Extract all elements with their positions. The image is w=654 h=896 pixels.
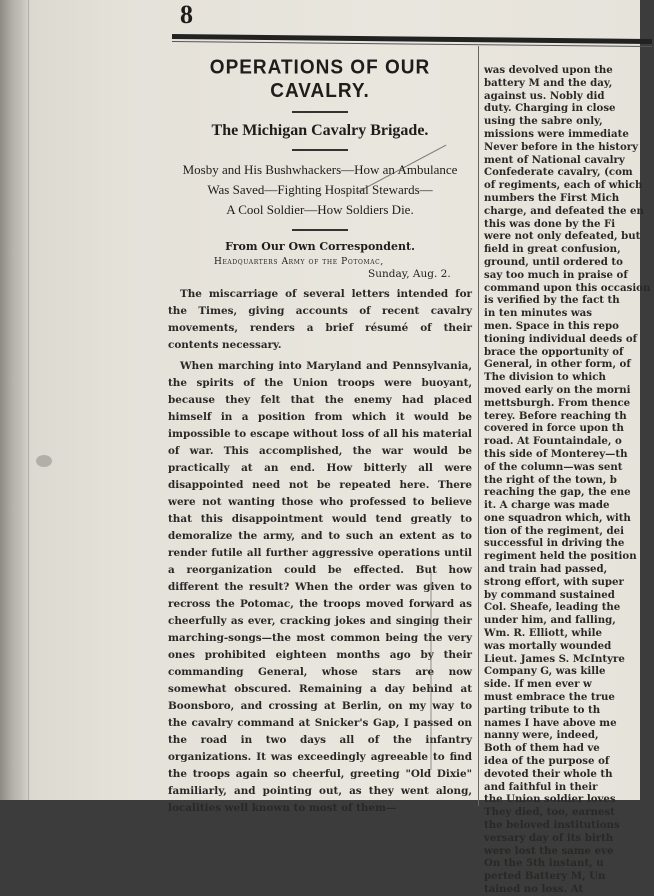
column-text-line: regiment held the position: [484, 550, 637, 563]
column-text-line: say too much in praise of: [484, 268, 628, 281]
column-text-line: this was done by the Fi: [484, 217, 616, 230]
column-text-line: reaching the gap, the ene: [484, 486, 631, 499]
article-column: [168, 52, 472, 817]
column-text-line: were not only defeated, but: [484, 230, 641, 243]
article-headline: OPERATIONS OF OUR CAVALRY.: [209, 56, 431, 103]
column-text-line: missions were immediate: [484, 127, 629, 140]
column-text-line: this side of Monterey—th: [484, 447, 628, 460]
column-text-line: and train had passed,: [484, 563, 608, 576]
deck-line: A Cool Soldier—How Soldiers Die.: [226, 202, 414, 217]
column-text-line: ground, until ordered to: [484, 255, 623, 268]
column-text-line: ment of National cavalry: [484, 153, 625, 166]
column-text-line: idea of the purpose of: [484, 755, 610, 768]
column-text-line: successful in driving the: [484, 537, 625, 550]
column-text-line: must embrace the true: [484, 691, 615, 704]
column-divider: [478, 46, 479, 806]
column-text-line: Never before in the history: [484, 140, 639, 153]
adjacent-column: [484, 64, 654, 896]
column-text-line: On the 5th instant, u: [484, 857, 604, 870]
deck-line: Was Saved—Fighting Hospital Stewards—: [207, 182, 433, 197]
column-text-line: using the sabre only,: [484, 115, 603, 128]
column-text-line: one squadron which, with: [484, 511, 631, 524]
column-text-line: road. At Fountaindale, o: [484, 435, 622, 448]
column-text-line: battery M and the day,: [484, 76, 613, 89]
column-text-line: General, in other form, of: [484, 358, 631, 371]
column-text-line: mettsburgh. From thence: [484, 396, 631, 409]
page-edge-shadow: [0, 0, 30, 800]
ink-smudge: [36, 455, 52, 467]
column-text-line: duty. Charging in close: [484, 102, 616, 115]
column-text-line: of the column—was sent: [484, 460, 623, 473]
headline-rule: [292, 111, 348, 113]
column-text-line: of regiments, each of which: [484, 179, 643, 192]
column-text-line: under him, and falling,: [484, 614, 616, 627]
column-text-line: versary day of its birth: [484, 831, 614, 844]
column-text-line: against us. Nobly did: [484, 89, 605, 102]
column-text-line: tained no loss. At: [484, 883, 584, 895]
column-text-line: charge, and defeated the en: [484, 204, 644, 217]
column-text-line: tion of the regiment, dei: [484, 524, 624, 537]
column-text-line: Col. Sheafe, leading the: [484, 601, 621, 614]
deck-line: Mosby and His Bushwhackers—How an Ambulance: [182, 162, 458, 177]
column-text-line: numbers the First Mich: [484, 191, 620, 204]
column-text-line: perted Battery M, Un: [484, 870, 606, 883]
dateline-date: Sunday, Aug. 2.: [368, 268, 451, 280]
column-text-line: They died, too, earnest: [484, 806, 615, 819]
column-text-line: in ten minutes was: [484, 307, 593, 320]
column-text-line: brace the opportunity of: [484, 345, 624, 358]
byline: From Our Own Correspondent.: [225, 240, 415, 253]
column-text-line: Both of them had ve: [484, 742, 600, 755]
article-deck: [168, 160, 472, 220]
column-text-line: Company G, was kille: [484, 665, 606, 678]
column-text-line: Confederate cavalry, (com: [484, 166, 633, 179]
column-text-line: and faithful in their: [484, 780, 598, 793]
column-text-line: parting tribute to th: [484, 703, 601, 716]
column-text-line: moved early on the morni: [484, 383, 631, 396]
dateline-location: Headquarters Army of the Potomac,: [214, 257, 384, 267]
column-text-line: strong effort, with super: [484, 575, 624, 588]
paper-fold-mark: [430, 570, 432, 770]
column-text-line: the beloved institutions: [484, 819, 620, 832]
page-number: 8: [180, 0, 193, 29]
column-text-line: were lost the same eve: [484, 844, 614, 857]
column-text-line: was devolved upon the: [484, 64, 613, 76]
column-text-line: Wm. R. Elliott, while: [484, 627, 602, 640]
column-text-line: nanny were, indeed,: [484, 729, 599, 742]
column-text-line: it. A charge was made: [484, 499, 610, 512]
column-text-line: The division to which: [484, 371, 606, 384]
column-text-line: the Union soldier loves: [484, 793, 616, 806]
column-text-line: covered in force upon th: [484, 422, 624, 435]
article-subhead: The Michigan Cavalry Brigade.: [211, 122, 429, 139]
subhead-rule: [292, 149, 348, 151]
column-text-line: tioning individual deeds of: [484, 332, 638, 345]
column-text-line: is verified by the fact th: [484, 294, 620, 307]
column-text-line: Lieut. James S. McIntyre: [484, 652, 625, 665]
column-text-line: field in great confusion,: [484, 243, 621, 256]
column-text-line: by command sustained: [484, 588, 615, 601]
column-text-line: men. Space in this repo: [484, 319, 619, 332]
column-text-line: was mortally wounded: [484, 639, 612, 652]
article-paragraph: When marching into Maryland and Pennsylvania, the spirits of the Union troops were buoyant, because they felt that the enemy had placed himself in a position from which it would be impossible to escape without loss of all his material of war. This accomplished, the war would be practically at an end. How bitterly all were disappointed need not be repeated here. There were not wanting those who professed to believe that this disappointment would tend greatly to demoralize the army, and to such an extent as to render futile all further aggressive operations until a reorganization could be effected. But how different the result? When the order was given to recross the Potomac, the troops moved forward as cheerfully as ever, cracking jokes and singing their marching-songs—the most common being the very ones prohibited eighteen months ago by their commanding General, whose stars are now somewhat obscured. Remaining a day behind at Boonsboro, and crossing at Berlin, on my way to the cavalry command at Snicker's Gap, I passed on the road in two days all of the infantry organizations. It was exceedingly agreeable to find the troops again so cheerful, greeting "Old Dixie" familiarly, and pointing out, as they went along, localities well known to most of them—: [168, 360, 472, 814]
column-text-line: names I have above me: [484, 716, 617, 729]
column-text-line: side. If men ever w: [484, 678, 592, 691]
column-text-line: terey. Before reaching th: [484, 409, 627, 422]
column-text-line: devoted their whole th: [484, 767, 613, 780]
deck-rule: [292, 229, 348, 231]
article-paragraph: The miscarriage of several letters intended for the Times, giving accounts of recent cavalry movements, renders a brief résumé of their contents necessary.: [168, 288, 472, 351]
column-text-line: command upon this occasion: [484, 281, 651, 294]
column-text-line: the right of the town, b: [484, 473, 617, 486]
paper-crease: [28, 0, 29, 800]
